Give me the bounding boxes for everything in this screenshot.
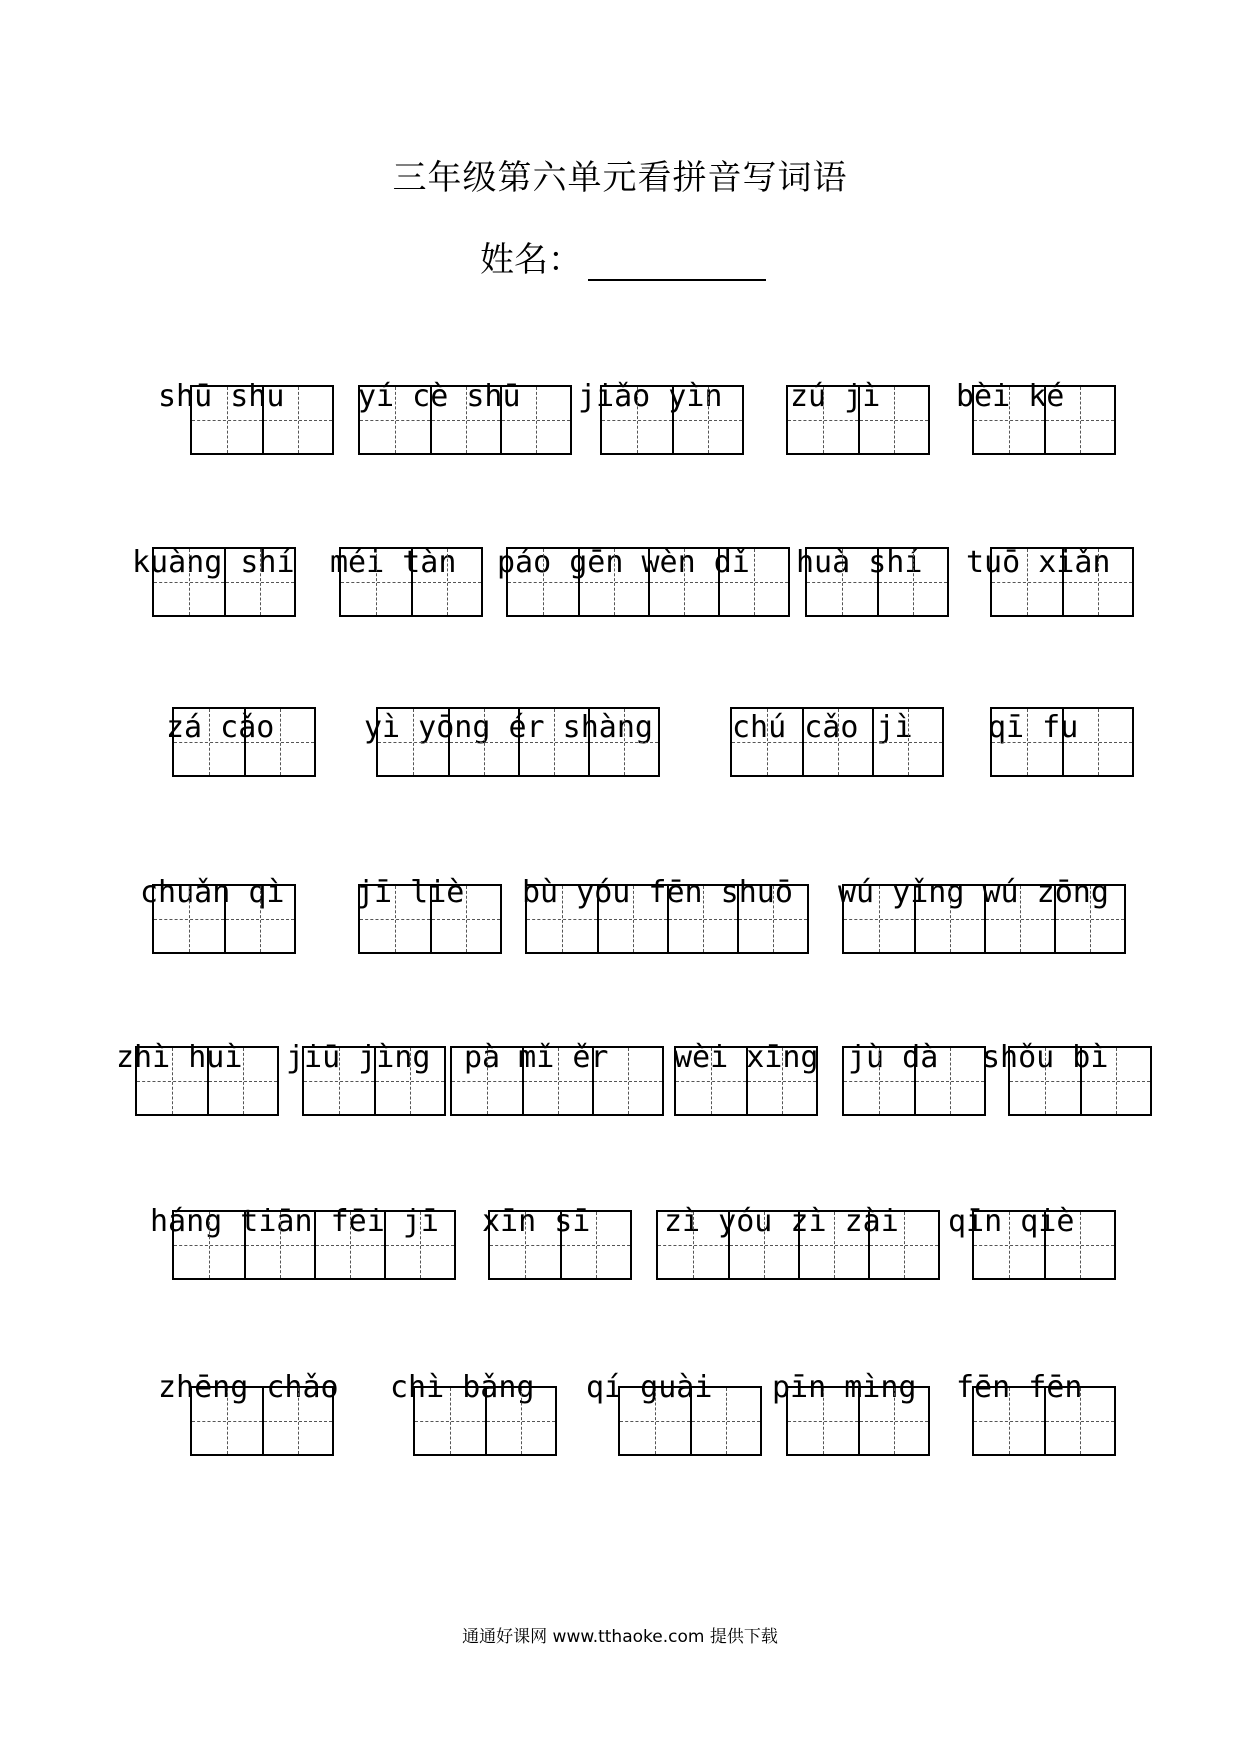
pinyin-prompt: qīn qiè — [948, 1204, 1075, 1239]
writing-grid — [190, 385, 334, 455]
pinyin-prompt: pà mǐ ěr — [464, 1040, 609, 1075]
character-box[interactable] — [341, 549, 411, 615]
character-box[interactable] — [732, 709, 802, 775]
character-box[interactable] — [224, 886, 294, 952]
character-box[interactable] — [560, 1212, 630, 1278]
pinyin-prompt: jiǎo yìn — [578, 379, 723, 414]
character-box[interactable] — [430, 387, 500, 453]
character-box[interactable] — [690, 1388, 760, 1454]
character-box[interactable] — [974, 1388, 1044, 1454]
character-box[interactable] — [1010, 1048, 1080, 1114]
pinyin-prompt: fēn fēn — [956, 1370, 1083, 1405]
pinyin-prompt: háng tiān fēi jī — [150, 1204, 439, 1239]
character-box[interactable] — [174, 709, 244, 775]
character-box[interactable] — [746, 1048, 816, 1114]
character-box[interactable] — [914, 1048, 984, 1114]
character-box[interactable] — [858, 387, 928, 453]
writing-grid — [786, 1386, 930, 1456]
writing-grid — [525, 884, 809, 954]
character-box[interactable] — [411, 549, 481, 615]
character-box[interactable] — [1044, 1212, 1114, 1278]
character-box[interactable] — [518, 709, 588, 775]
character-box[interactable] — [844, 1048, 914, 1114]
writing-grid — [302, 1046, 446, 1116]
character-box[interactable] — [448, 709, 518, 775]
writing-grid — [600, 385, 744, 455]
writing-grid — [786, 385, 930, 455]
character-box[interactable] — [858, 1388, 928, 1454]
writing-grid — [990, 707, 1134, 777]
character-box[interactable] — [602, 387, 672, 453]
character-box[interactable] — [1062, 709, 1132, 775]
character-box[interactable] — [802, 709, 872, 775]
pinyin-prompt: zhì huì — [116, 1040, 243, 1075]
pinyin-prompt: chì bǎng — [390, 1370, 535, 1405]
character-box[interactable] — [360, 886, 430, 952]
footer-text: 通通好课网 www.tthaoke.com 提供下载 — [462, 1627, 778, 1647]
writing-grid — [972, 1210, 1116, 1280]
character-box[interactable] — [378, 709, 448, 775]
character-box[interactable] — [798, 1212, 868, 1278]
pinyin-prompt: chuǎn qì — [140, 875, 285, 910]
character-box[interactable] — [527, 886, 597, 952]
writing-grid — [506, 547, 790, 617]
name-blank-line[interactable] — [588, 243, 766, 281]
writing-grid — [805, 547, 949, 617]
character-box[interactable] — [244, 709, 314, 775]
character-box[interactable] — [244, 1212, 314, 1278]
character-box[interactable] — [667, 886, 737, 952]
pinyin-prompt: jī liè — [356, 875, 465, 910]
character-box[interactable] — [718, 549, 788, 615]
pinyin-prompt: shū shu — [158, 379, 285, 414]
character-box[interactable] — [192, 1388, 262, 1454]
character-box[interactable] — [374, 1048, 444, 1114]
writing-grid — [972, 1386, 1116, 1456]
character-box[interactable] — [508, 549, 578, 615]
writing-grid — [618, 1386, 762, 1456]
character-box[interactable] — [192, 387, 262, 453]
pinyin-prompt: huà shí — [796, 545, 923, 580]
pinyin-prompt: bèi ké — [956, 379, 1065, 414]
character-box[interactable] — [384, 1212, 454, 1278]
pinyin-prompt: xīn sī — [482, 1204, 591, 1239]
writing-grid — [172, 1210, 456, 1280]
writing-grid — [358, 884, 502, 954]
pinyin-prompt: zú jì — [790, 379, 881, 414]
pinyin-prompt: zá cǎo — [166, 710, 275, 745]
pinyin-prompt: páo gēn wèn dǐ — [497, 545, 750, 580]
writing-grid — [376, 707, 660, 777]
character-box[interactable] — [360, 387, 430, 453]
writing-grid — [842, 1046, 986, 1116]
character-box[interactable] — [648, 549, 718, 615]
character-box[interactable] — [224, 549, 294, 615]
pinyin-prompt: yí cè shū — [358, 379, 521, 414]
character-box[interactable] — [1080, 1048, 1150, 1114]
pinyin-prompt: chú cǎo jì — [732, 710, 913, 745]
character-box[interactable] — [430, 886, 500, 952]
character-box[interactable] — [672, 387, 742, 453]
pinyin-prompt: shǒu bì — [982, 1040, 1109, 1075]
character-box[interactable] — [1044, 387, 1114, 453]
writing-grid — [339, 547, 483, 617]
character-box[interactable] — [728, 1212, 798, 1278]
writing-grid — [488, 1210, 632, 1280]
character-box[interactable] — [877, 549, 947, 615]
pinyin-prompt: pīn mìng — [772, 1370, 917, 1405]
pinyin-prompt: wú yǐng wú zōng — [838, 875, 1109, 910]
character-box[interactable] — [737, 886, 807, 952]
pinyin-prompt: zhēng chǎo — [158, 1370, 339, 1405]
writing-grid — [152, 884, 296, 954]
writing-grid — [152, 547, 296, 617]
character-box[interactable] — [588, 709, 658, 775]
character-box[interactable] — [578, 549, 648, 615]
character-box[interactable] — [522, 1048, 592, 1114]
pinyin-prompt: jù dà — [848, 1040, 939, 1075]
pinyin-prompt: jiū jìng — [286, 1040, 431, 1075]
character-box[interactable] — [415, 1388, 485, 1454]
writing-grid — [656, 1210, 940, 1280]
name-label: 姓名： — [480, 240, 582, 280]
character-box[interactable] — [658, 1212, 728, 1278]
writing-grid — [972, 385, 1116, 455]
character-box[interactable] — [304, 1048, 374, 1114]
character-box[interactable] — [262, 1388, 332, 1454]
character-box[interactable] — [262, 387, 332, 453]
character-box[interactable] — [807, 549, 877, 615]
character-box[interactable] — [984, 886, 1054, 952]
character-box[interactable] — [207, 1048, 277, 1114]
pinyin-prompt: qī fu — [988, 710, 1079, 745]
character-box[interactable] — [154, 549, 224, 615]
character-box[interactable] — [872, 709, 942, 775]
pinyin-prompt: bù yóu fēn shuō — [522, 875, 793, 910]
page-title: 三年级第六单元看拼音写词语 — [392, 158, 848, 198]
pinyin-prompt: zì yóu zì zài — [664, 1204, 899, 1239]
character-box[interactable] — [788, 387, 858, 453]
character-box[interactable] — [974, 1212, 1044, 1278]
writing-grid — [1008, 1046, 1152, 1116]
character-box[interactable] — [500, 387, 570, 453]
writing-grid — [730, 707, 944, 777]
writing-grid — [674, 1046, 818, 1116]
character-box[interactable] — [676, 1048, 746, 1114]
character-box[interactable] — [620, 1388, 690, 1454]
writing-grid — [842, 884, 1126, 954]
writing-grid — [413, 1386, 557, 1456]
pinyin-prompt: kuàng shí — [132, 545, 295, 580]
pinyin-prompt: tuō xiǎn — [966, 545, 1111, 580]
writing-grid — [172, 707, 316, 777]
character-box[interactable] — [868, 1212, 938, 1278]
character-box[interactable] — [592, 1048, 662, 1114]
character-box[interactable] — [154, 886, 224, 952]
writing-grid — [990, 547, 1134, 617]
pinyin-prompt: méi tàn — [330, 545, 457, 580]
character-box[interactable] — [485, 1388, 555, 1454]
character-box[interactable] — [788, 1388, 858, 1454]
character-box[interactable] — [992, 709, 1062, 775]
character-box[interactable] — [1062, 549, 1132, 615]
character-box[interactable] — [174, 1212, 244, 1278]
pinyin-prompt: yì yōng ér shàng — [364, 710, 653, 745]
writing-grid — [135, 1046, 279, 1116]
writing-grid — [190, 1386, 334, 1456]
character-box[interactable] — [974, 387, 1044, 453]
character-box[interactable] — [452, 1048, 522, 1114]
character-box[interactable] — [490, 1212, 560, 1278]
character-box[interactable] — [597, 886, 667, 952]
character-box[interactable] — [844, 886, 914, 952]
character-box[interactable] — [1044, 1388, 1114, 1454]
character-box[interactable] — [914, 886, 984, 952]
character-box[interactable] — [137, 1048, 207, 1114]
character-box[interactable] — [992, 549, 1062, 615]
name-field-row — [480, 232, 766, 281]
pinyin-prompt: qí guài — [586, 1370, 713, 1405]
character-box[interactable] — [314, 1212, 384, 1278]
character-box[interactable] — [1054, 886, 1124, 952]
writing-grid — [358, 385, 572, 455]
pinyin-prompt: wèi xīng — [674, 1040, 819, 1075]
writing-grid — [450, 1046, 664, 1116]
